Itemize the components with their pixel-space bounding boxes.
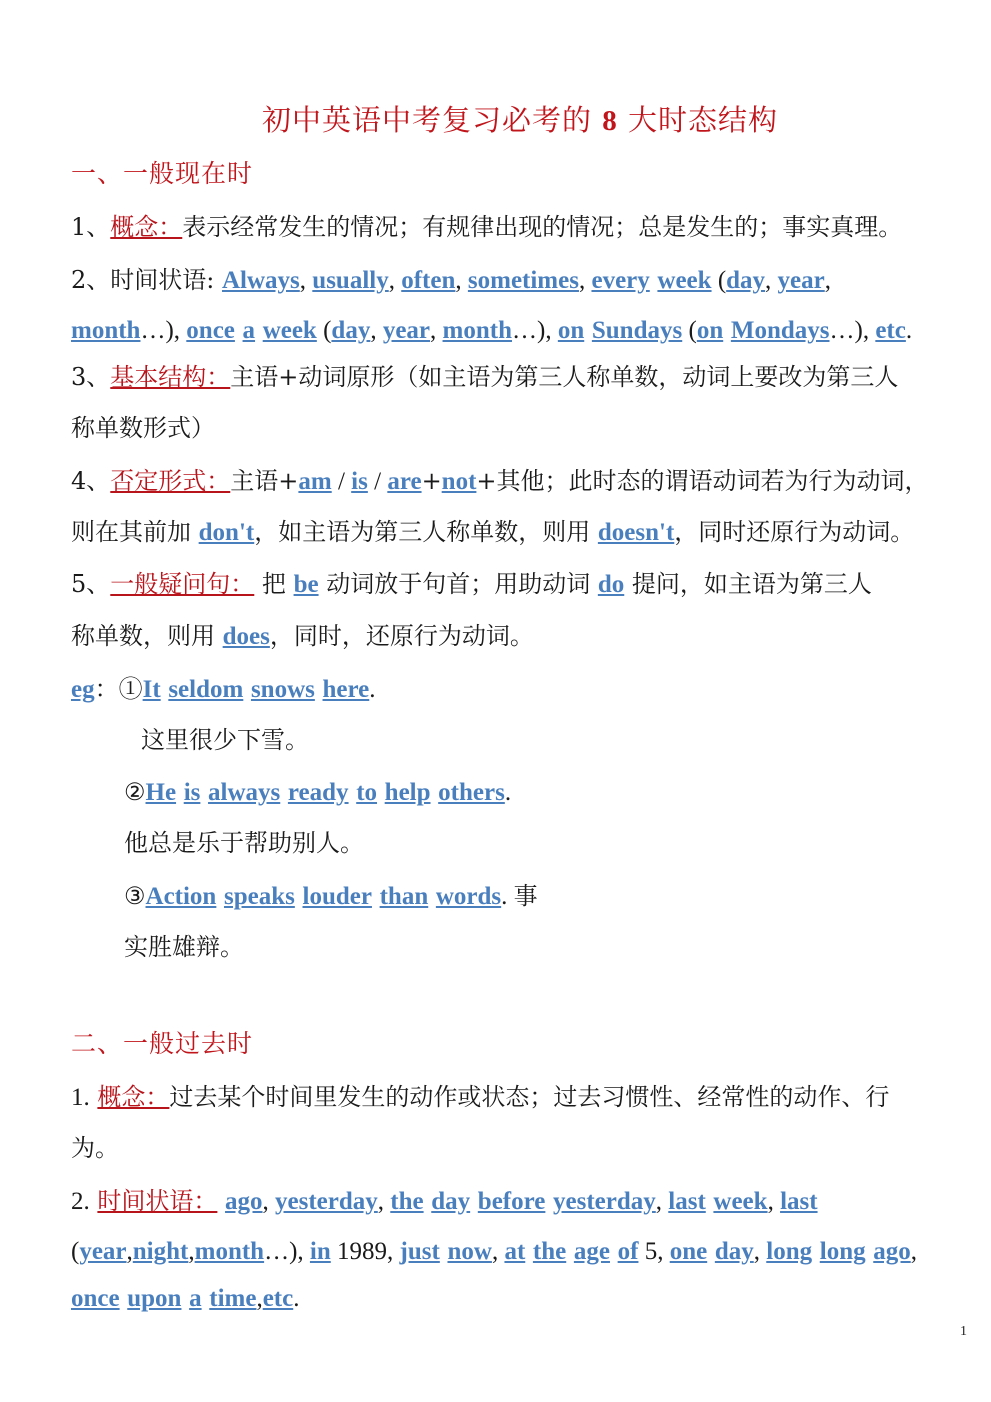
- example-1: eg：①It seldom snows here.: [71, 675, 376, 703]
- s2-para-1-continued: 为。: [71, 1134, 119, 1162]
- s2-para-2-time-adverbials: 2. 时间状语： ago, yesterday, the day before yesterday, last week, last: [71, 1187, 818, 1215]
- example-2: ②He is always ready to help others.: [124, 778, 512, 806]
- para-2-continued: month…), once a week (day, year, month…), on Sundays (on Mondays…), etc.: [71, 317, 913, 344]
- para-3-continued: 称单数形式）: [71, 414, 215, 442]
- example-3: ③Action speaks louder than words. 事: [124, 882, 538, 910]
- para-4-continued: 则在其前加 don't，如主语为第三人称单数，则用 doesn't，同时还原行为动词。: [71, 518, 915, 546]
- section-heading-present: 一、一般现在时: [71, 159, 254, 188]
- s2-para-2-end: once upon a time,etc.: [71, 1285, 300, 1312]
- example-3-translation: 实胜雄辩。: [124, 933, 244, 961]
- para-5-question: 5、一般疑问句： 把 be 动词放于句首；用助动词 do 提问，如主语为第三人: [71, 570, 872, 598]
- example-2-translation: 他总是乐于帮助别人。: [124, 829, 364, 857]
- para-2-time-adverbials: 2、时间状语: Always, usually, often, sometimes, every week (day, year,: [71, 266, 831, 294]
- s2-para-1-concept: 1. 概念：过去某个时间里发生的动作或状态；过去习惯性、经常性的动作、行: [71, 1083, 890, 1111]
- page-number: 1: [960, 1324, 967, 1339]
- para-4-negative: 4、否定形式：主语+am / is / are+not+其他；此时态的谓语动词若为行为动词，: [71, 467, 929, 495]
- para-1-concept: 1、概念：表示经常发生的情况；有规律出现的情况；总是发生的；事实真理。: [71, 213, 903, 241]
- para-5-continued: 称单数，则用 does，同时，还原行为动词。: [71, 622, 534, 650]
- s2-para-2-continued: (year,night,month…), in 1989, just now, at the age of 5, one day, long long ago,: [71, 1238, 917, 1265]
- section-heading-past: 二、一般过去时: [71, 1029, 254, 1058]
- example-1-translation: 这里很少下雪。: [141, 726, 309, 754]
- page-title: 初中英语中考复习必考的 8 大时态结构: [262, 103, 778, 137]
- para-3-structure: 3、基本结构：主语+动词原形（如主语为第三人称单数，动词上要改为第三人: [71, 363, 899, 391]
